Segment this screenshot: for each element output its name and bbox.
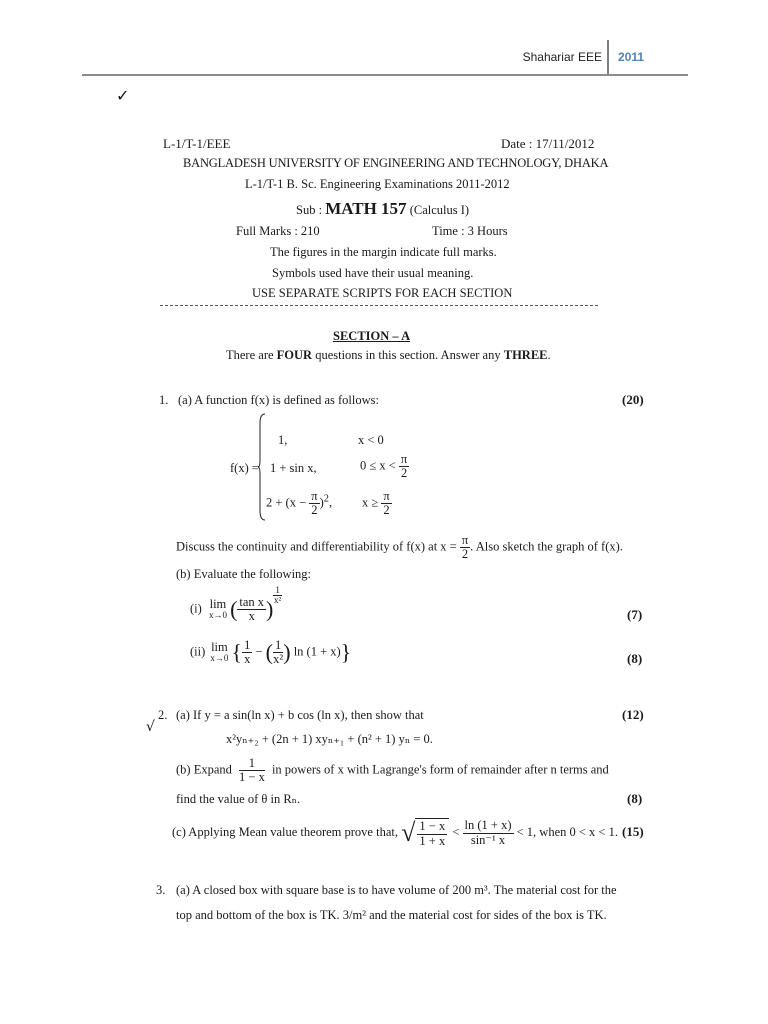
discuss-text-b: . Also sketch the graph of f(x). [470, 539, 623, 554]
subject-prefix: Sub : [296, 203, 323, 217]
instr-count: FOUR [276, 348, 313, 362]
case1-expr: 1, [278, 433, 288, 447]
q1b-i-label: (i) [190, 601, 202, 616]
q1b-i-marks: (7) [627, 607, 643, 622]
section-instructions [226, 348, 551, 363]
q1-number: 1. [159, 393, 169, 407]
note-scripts: USE SEPARATE SCRIPTS FOR EACH SECTION [252, 286, 513, 300]
case2-pi: π [400, 452, 408, 466]
q2c-marks: (15) [622, 824, 644, 839]
case2-cond [360, 453, 409, 480]
q2b-line2: find the value of θ in Rₙ. [176, 792, 301, 806]
case3-two: 2 [311, 503, 318, 518]
q1a-marks: (20) [622, 392, 644, 407]
case3-pi: π [311, 489, 318, 503]
section-title: SECTION – A [333, 329, 411, 343]
q1a-text: (a) A function f(x) is defined as follows: [178, 393, 379, 407]
q2c-frac-den: sin⁻¹ x [470, 832, 506, 847]
header-separator [607, 40, 609, 75]
q1b-ii-minus: − [255, 644, 263, 659]
q1b-ii-one-a: 1 [244, 638, 251, 652]
note-margin: The figures in the margin indicate full marks. [270, 245, 497, 259]
discuss-pi: π [461, 533, 469, 547]
case3-cond-pi: π [383, 489, 390, 503]
q2a-text: (a) If y = a sin(ln x) + b cos (ln x), then show that [176, 708, 424, 722]
case3-expr-b: ) [319, 495, 324, 510]
q1b-ii-x: x [244, 652, 251, 667]
case1-cond: x < 0 [358, 433, 384, 447]
instr-answer: THREE [503, 348, 548, 362]
q1b-ii-label: (ii) [190, 644, 206, 659]
q1b-ii-marks: (8) [627, 651, 643, 666]
discuss-text-a: Discuss the continuity and differentiability of f(x) at x = [176, 539, 457, 554]
case3-cond-text: x ≥ [362, 495, 379, 510]
q2b-num: 1 [239, 757, 265, 771]
case3-expr-a: 2 + (x − [266, 495, 307, 510]
q1b-i-lim: lim [209, 597, 227, 612]
header-author: Shahariar EEE [522, 50, 602, 64]
q1-fx-label: f(x) = [230, 461, 259, 475]
subject-name: (Calculus I) [409, 203, 470, 217]
q2-number: 2. [158, 708, 168, 722]
case3-cond-two: 2 [383, 503, 390, 518]
q3a-line1: (a) A closed box with square base is to have volume of 200 m³. The material cost for the [176, 883, 617, 897]
case3-square: 2 [323, 493, 329, 505]
case2-cond-text: 0 ≤ x < [360, 458, 396, 473]
q2c-text-a: (c) Applying Mean value theorem prove that, [172, 824, 398, 839]
q1b-i-num: tan x [239, 595, 265, 609]
case2-expr: 1 + sin x, [270, 461, 317, 475]
header-rule [82, 74, 688, 76]
check-mark-icon: ✓ [116, 86, 130, 105]
q2c-frac-num: ln (1 + x) [464, 818, 512, 833]
case3-cond [362, 490, 392, 517]
paper-date: Date : 17/11/2012 [501, 136, 595, 151]
q1b-ii-lim: lim [211, 640, 228, 655]
exam-title: L-1/T-1 B. Sc. Engineering Examinations 2011-2012 [245, 177, 510, 191]
q1b-ii-one-b: 1 [274, 638, 282, 652]
instr-text-1: There are [226, 348, 277, 362]
university-name: BANGLADESH UNIVERSITY OF ENGINEERING AND TECHNOLOGY, DHAKA [183, 156, 609, 170]
q2a-marks: (12) [622, 707, 644, 722]
q2b-den: 1 − x [239, 770, 265, 785]
q1b-i-exp-den: x² [274, 595, 282, 606]
q2b-text-b: in powers of x with Lagrange's form of remainder after n terms and [271, 762, 609, 777]
q2c-root-den: 1 + x [419, 833, 446, 848]
q1b-text: (b) Evaluate the following: [176, 567, 312, 581]
q2c-text-b: < 1, when 0 < x < 1. [516, 824, 618, 839]
exam-time: Time : 3 Hours [432, 224, 508, 238]
subject-code: MATH 157 [325, 199, 407, 218]
q3-number: 3. [156, 883, 166, 897]
q2c-root-num: 1 − x [419, 819, 446, 834]
q1b-i-exp-num: 1 [275, 585, 280, 595]
q1b-i-den: x [248, 609, 255, 624]
case2-two: 2 [400, 466, 408, 481]
q1b-i-lim-sub: x→0 [208, 610, 227, 621]
check-mark-icon: √ [146, 719, 155, 735]
q1b-ii-expr: (ii) lim x→0 { $\frac{1}{x}$ − ( $\frac{1}{\text{x²}}$ ) ln (1 + x)} [190, 638, 352, 667]
q2b-text-a: (b) Expand [176, 762, 232, 777]
instr-text-2: questions in this section. Answer any [312, 348, 504, 362]
header-dashed-rule [160, 305, 598, 306]
q1b-ii-ln: ln (1 + x) [293, 644, 341, 659]
q1b-ii-lim-sub: x→0 [210, 653, 229, 664]
piecewise-brace [258, 413, 266, 521]
q2b-marks: (8) [627, 791, 643, 806]
q1-discuss [176, 534, 623, 561]
instr-text-3: . [547, 348, 551, 362]
q2c-less-than: < [452, 824, 460, 839]
case3-comma: , [328, 495, 333, 510]
q1b-ii-x2: x² [273, 652, 284, 667]
case3-expr [266, 490, 332, 517]
header-year: 2011 [618, 50, 645, 64]
subject-line [296, 199, 469, 219]
q1b-i-expr: (i) lim x→0 ( $\frac{\text{tan x}}{x}$ ) $\frac{1}{\text{x²}}$ [190, 585, 282, 624]
discuss-two: 2 [461, 547, 469, 562]
q2c-line: (c) Applying Mean value theorem prove that, √ $\frac{1 - x}{1 + x}$ < $\frac{\ln (1 + x)}{\text{sin⁻¹ x}}$ < 1, when 0 < x < 1. [172, 818, 618, 848]
q2a-equation: x²yₙ₊₂ + (2n + 1) xyₙ₊₁ + (n² + 1) yₙ = 0. [226, 732, 433, 746]
note-symbols: Symbols used have their usual meaning. [272, 266, 474, 280]
paper-code: L-1/T-1/EEE [163, 136, 231, 151]
q2b-line1 [176, 757, 609, 784]
q3a-line2: top and bottom of the box is TK. 3/m² and the material cost for sides of the box is TK. [176, 908, 607, 922]
full-marks: Full Marks : 210 [236, 224, 320, 238]
